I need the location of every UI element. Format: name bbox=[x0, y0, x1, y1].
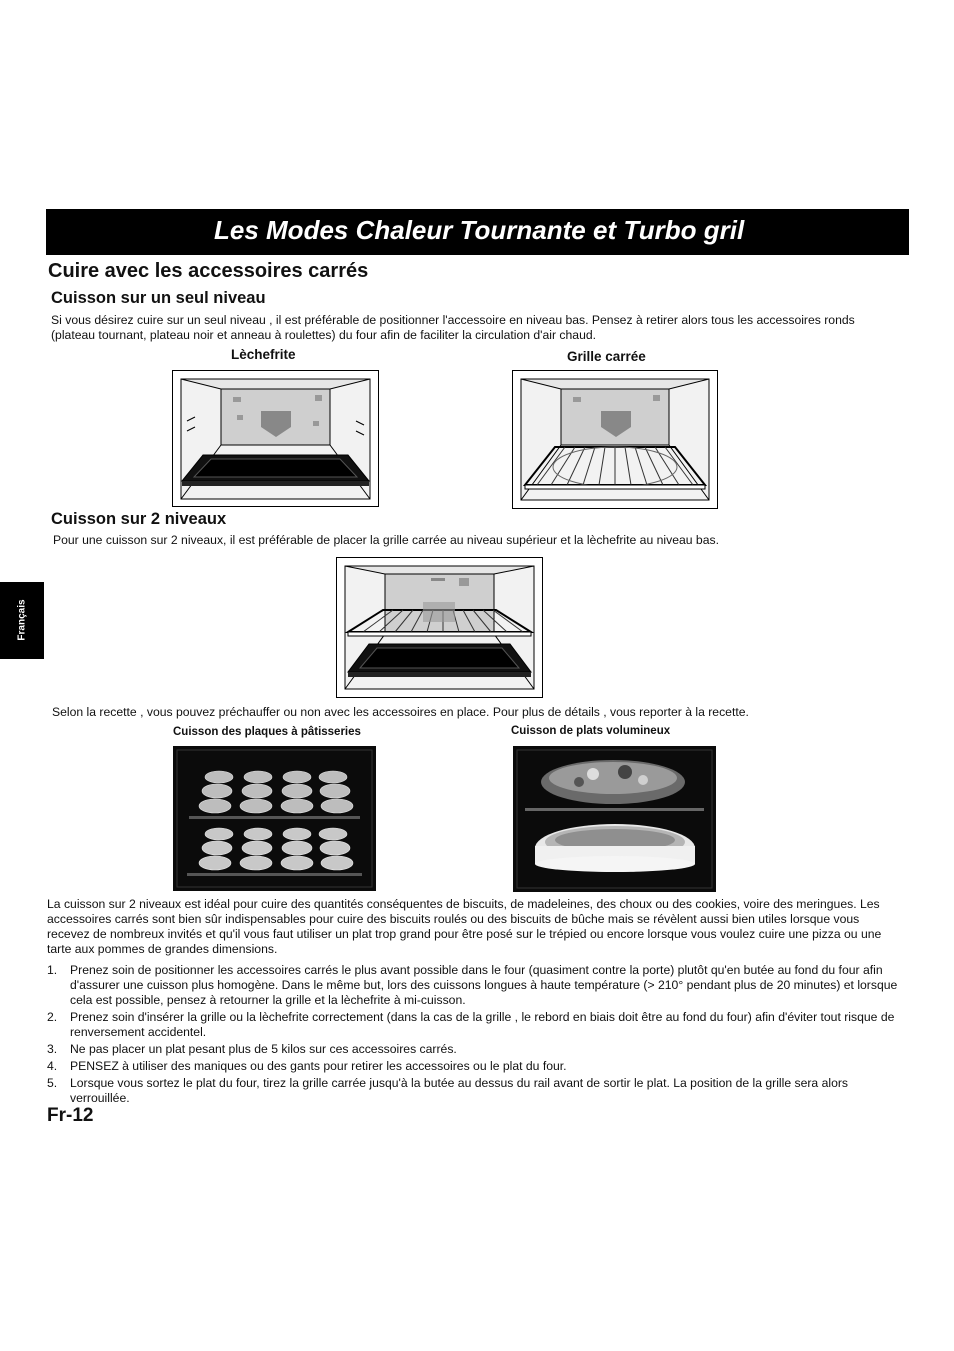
preheat-note: Selon la recette , vous pouvez préchauffer ou non avec les accessoires en place. Pour plus de détails , vous reporter à la recette. bbox=[52, 705, 749, 719]
two-levels-paragraph: La cuisson sur 2 niveaux est idéal pour cuire des quantités conséquentes de biscuits, de madeleines, des choux ou des cookies, voire des meringues. Les accessoires carrés sont bien sûr indispensables pour cuire des biscuits roulés ou des biscuits de bûche mais se révèlent aussi bien utiles lorsque vous recevez de nombreux invités et qu'il vous faut utiliser un plat trop grand pour être posé sur le trépied ou encore lorsque vous voulez cuire une pizza ou une tarte aux pommes de grandes dimensions. bbox=[47, 897, 882, 956]
list-item bbox=[47, 1010, 904, 1040]
step-number: 2. bbox=[47, 1010, 58, 1024]
single-level-heading: Cuisson sur un seul niveau bbox=[51, 289, 266, 307]
oven-drip-tray-illustration bbox=[173, 371, 378, 506]
language-tab bbox=[0, 582, 44, 659]
photo-left-caption: Cuisson des plaques à pâtisseries bbox=[173, 726, 361, 738]
step-text: Prenez soin d'insérer la grille ou la lèchefrite correctement (dans la cas de la grille , le rebord en biais doit être au fond du four) afin d'éviter tout risque de renversement accidentel. bbox=[70, 1010, 895, 1039]
step-number: 3. bbox=[47, 1042, 58, 1056]
tips-list bbox=[47, 963, 904, 1108]
list-item bbox=[47, 1042, 904, 1057]
step-number: 5. bbox=[47, 1076, 58, 1090]
photo-right-caption: Cuisson de plats volumineux bbox=[511, 725, 671, 737]
step-text: Lorsque vous sortez le plat du four, tirez la grille carrée jusqu'à la butée au dessus du rail avant de sortir le plat. La position de la grille sera alors verrouillée. bbox=[70, 1076, 849, 1105]
oven-drip-tray-figure bbox=[172, 370, 379, 507]
step-number: 4. bbox=[47, 1059, 58, 1073]
step-text: PENSEZ à utiliser des maniques ou des gants pour retirer les accessoires ou le plat du four. bbox=[70, 1059, 567, 1073]
list-item bbox=[47, 963, 904, 1008]
large-dishes-photo bbox=[513, 746, 716, 892]
language-tab-label: Français bbox=[16, 599, 28, 641]
page-title: Les Modes Chaleur Tournante et Turbo gril bbox=[214, 215, 745, 245]
single-level-text: Si vous désirez cuire sur un seul niveau , il est préférable de positionner l'accessoire en niveau bas. Pensez à retirer alors tous les accessoires ronds (plateau tournant, plateau noir et anneau à roulettes) du four afin de faciliter la circulation d'air chaud. bbox=[51, 313, 855, 342]
large-dishes-image bbox=[513, 746, 716, 892]
label-lechefrite: Lèchefrite bbox=[231, 347, 296, 362]
step-number: 1. bbox=[47, 963, 58, 977]
oven-grid-illustration bbox=[513, 371, 717, 508]
page-number: Fr-12 bbox=[47, 1105, 94, 1126]
oven-two-levels-figure bbox=[336, 557, 543, 698]
label-grille-carree: Grille carrée bbox=[567, 349, 646, 364]
oven-grid-figure bbox=[512, 370, 718, 509]
two-levels-heading: Cuisson sur 2 niveaux bbox=[51, 510, 227, 528]
oven-two-levels-illustration bbox=[337, 558, 542, 697]
section-title: Cuire avec les accessoires carrés bbox=[48, 260, 369, 282]
title-banner bbox=[46, 209, 909, 255]
step-text: Ne pas placer un plat pesant plus de 5 kilos sur ces accessoires carrés. bbox=[70, 1042, 457, 1056]
pastry-trays-image bbox=[173, 746, 376, 891]
list-item bbox=[47, 1059, 904, 1074]
two-levels-text: Pour une cuisson sur 2 niveaux, il est préférable de placer la grille carrée au niveau supérieur et la lèchefrite au niveau bas. bbox=[53, 533, 719, 547]
step-text: Prenez soin de positionner les accessoires carrés le plus avant possible dans le four (quasiment contre la porte) plutôt qu'en butée au fond du four afin d'assurer une cuisson plus homogène. Dans le même but, lors des cuissons longues à haute température (> 210° pendant plus de 20 minutes) et lorsque cela est possible, pensez à retourner la grille et la lèchefrite à mi-cuisson. bbox=[70, 963, 898, 1007]
list-item bbox=[47, 1076, 904, 1106]
pastry-trays-photo bbox=[173, 746, 376, 891]
